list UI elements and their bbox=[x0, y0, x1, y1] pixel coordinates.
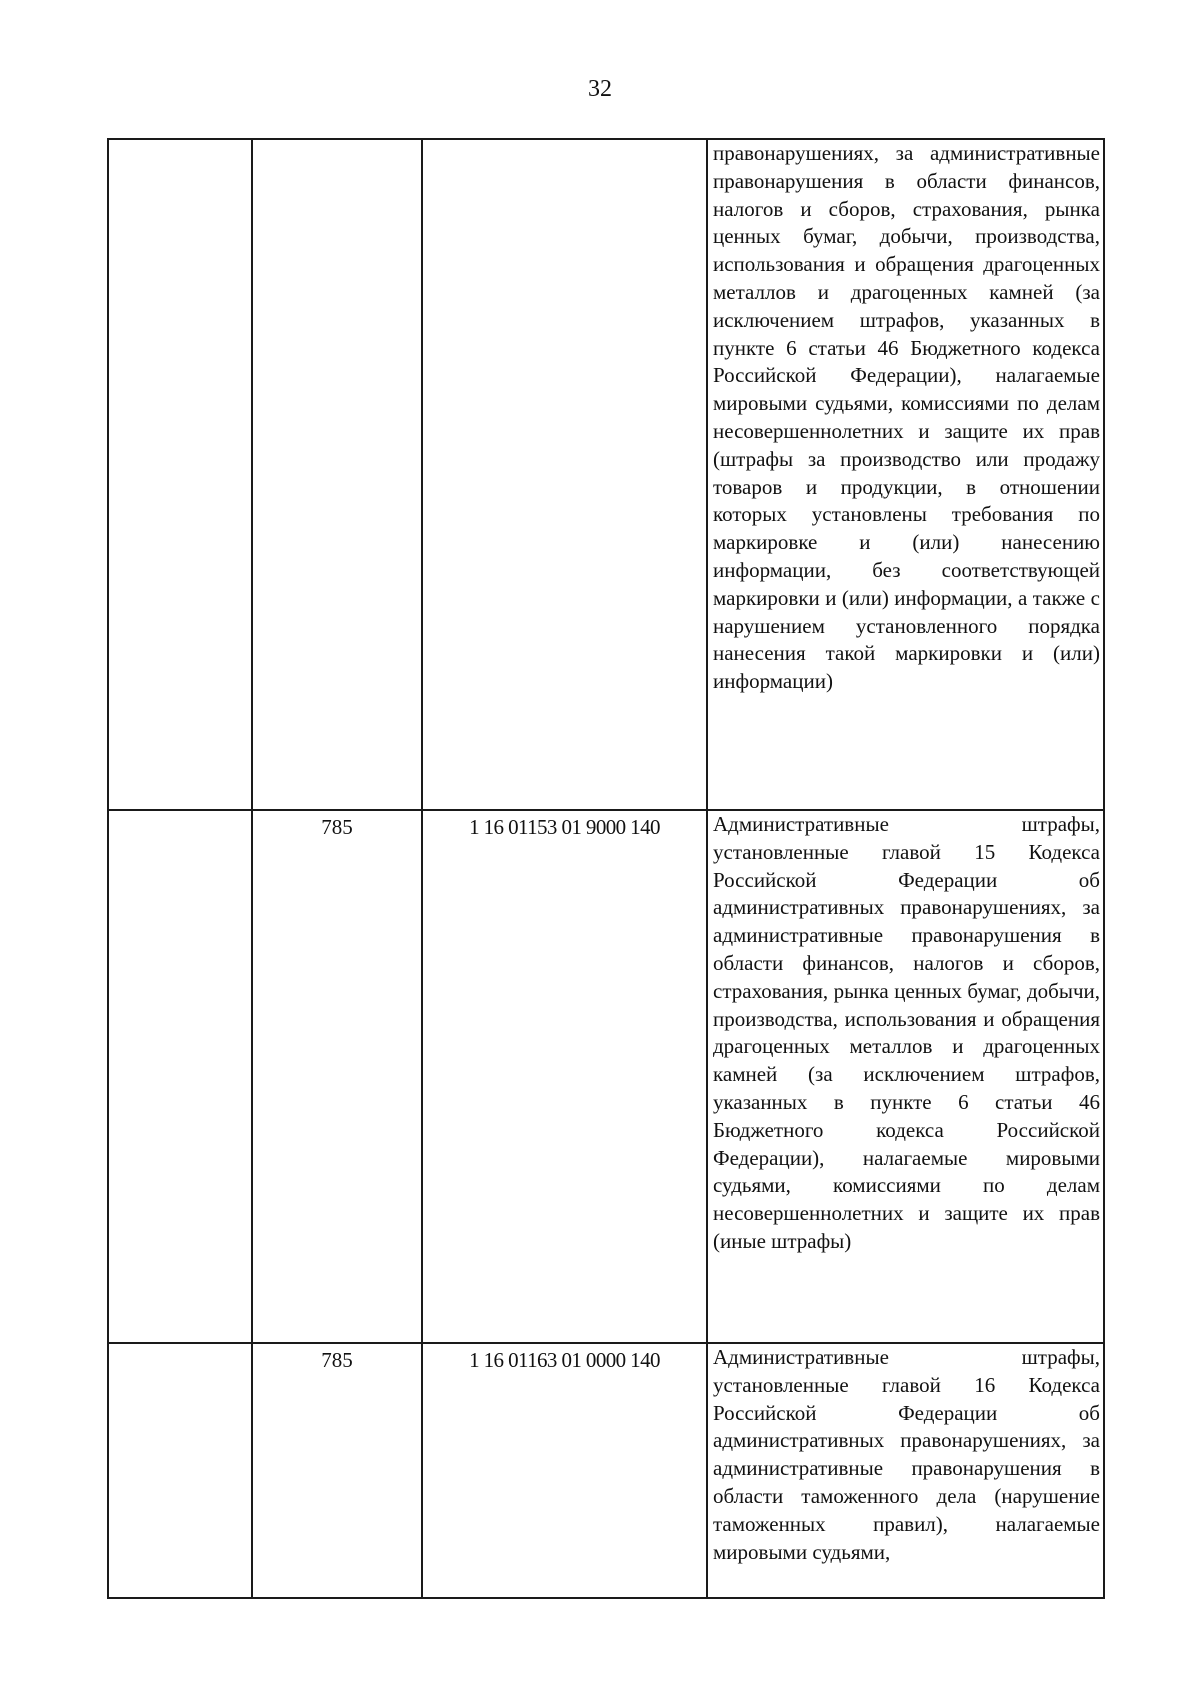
admin-code-cell bbox=[252, 139, 422, 810]
page-number: 32 bbox=[588, 76, 612, 102]
table-cell-col1 bbox=[108, 1343, 252, 1598]
admin-code-cell: 785 bbox=[252, 810, 422, 1343]
revenue-name-cell: Административные штрафы, установленные главой 16 Кодекса Российской Федерации об административных правонарушениях, за административные правонарушения в области таможенного дела (нарушение таможенных правил), налагаемые мировыми судьями, bbox=[707, 1343, 1104, 1598]
revenue-name-cell: Административные штрафы, установленные главой 15 Кодекса Российской Федерации об административных правонарушениях, за административные правонарушения в области финансов, налогов и сборов, страхования, рынка ценных бумаг, добычи, производства, использования и обращения драгоценных металлов и драгоценных камней (за исключением штрафов, указанных в пункте 6 статьи 46 Бюджетного кодекса Российской Федерации), налагаемые мировыми судьями, комиссиями по делам несовершеннолетних и защите их прав (иные штрафы) bbox=[707, 810, 1104, 1343]
revenue-name-cell: правонарушениях, за административные правонарушения в области финансов, налогов и сборов, страхования, рынка ценных бумаг, добычи, производства, использования и обращения драгоценных металлов и драгоценных камней (за исключением штрафов, указанных в пункте 6 статьи 46 Бюджетного кодекса Российской Федерации), налагаемые мировыми судьями, комиссиями по делам несовершеннолетних и защите их прав (штрафы за производство или продажу товаров и продукции, в отношении которых установлены требования по маркировке и (или) нанесению информации, без соответствующей маркировки и (или) информации, а также с нарушением установленного порядка нанесения такой маркировки и (или) информации) bbox=[707, 139, 1104, 810]
table-cell-col1 bbox=[108, 810, 252, 1343]
budget-classification-table bbox=[107, 138, 1105, 1599]
table-row bbox=[108, 1343, 1104, 1598]
admin-code-cell: 785 bbox=[252, 1343, 422, 1598]
table-row bbox=[108, 139, 1104, 810]
kbk-code-cell: 1 16 01153 01 9000 140 bbox=[422, 810, 707, 1343]
kbk-code-cell: 1 16 01163 01 0000 140 bbox=[422, 1343, 707, 1598]
table-row bbox=[108, 810, 1104, 1343]
table-cell-col1 bbox=[108, 139, 252, 810]
kbk-code-cell bbox=[422, 139, 707, 810]
